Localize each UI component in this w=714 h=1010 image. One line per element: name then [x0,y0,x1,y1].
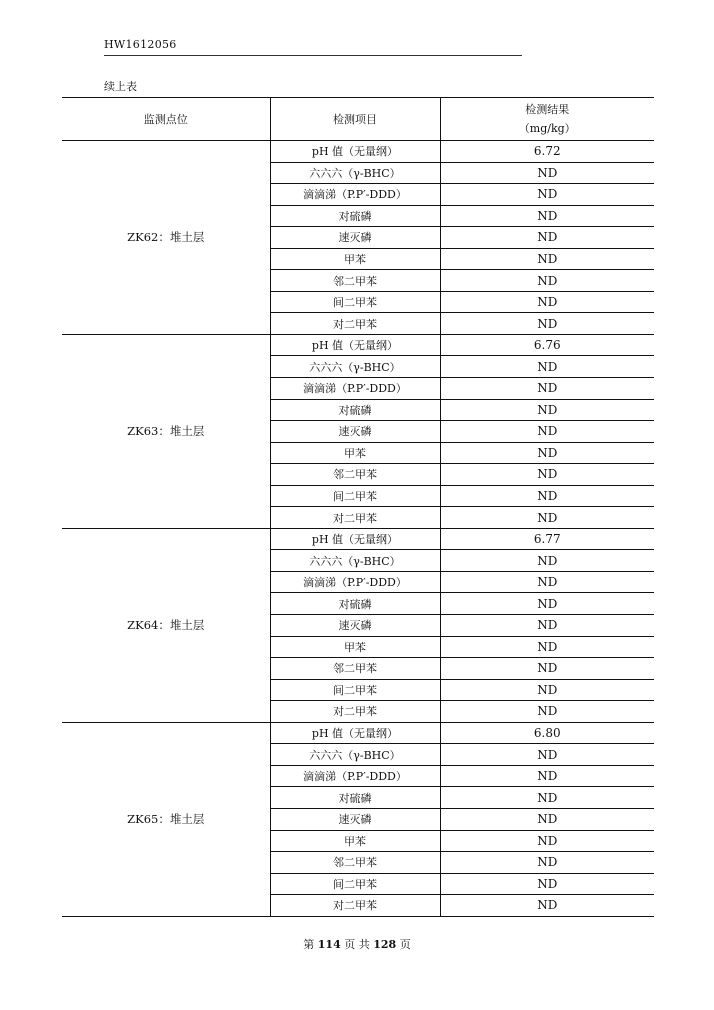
test-result-cell: 6.80 [440,722,654,744]
test-result-cell: ND [440,485,654,507]
test-result-cell: ND [440,571,654,593]
footer-suffix: 页 [399,938,411,951]
test-item-cell: 间二甲苯 [270,679,440,701]
test-result-cell: ND [440,248,654,270]
test-result-cell: ND [440,679,654,701]
test-item-cell: 六六六（γ-BHC） [270,744,440,766]
test-item-cell: 对二甲苯 [270,313,440,335]
test-item-cell: 间二甲苯 [270,291,440,313]
footer-total-pages: 128 [373,938,397,951]
test-item-cell: 速灭磷 [270,808,440,830]
test-item-cell: 邻二甲苯 [270,658,440,680]
test-item-cell: 邻二甲苯 [270,464,440,486]
test-result-cell: ND [440,615,654,637]
test-item-cell: 对二甲苯 [270,701,440,723]
test-result-cell: 6.76 [440,334,654,356]
test-result-cell: ND [440,464,654,486]
table-row [62,722,654,744]
page-footer [0,936,714,952]
test-item-cell: 甲苯 [270,442,440,464]
test-result-cell: ND [440,873,654,895]
test-result-cell: ND [440,593,654,615]
test-item-cell: 滴滴涕（P.P′-DDD） [270,765,440,787]
header-result-label: 检测结果 [525,103,570,116]
test-item-cell: 滴滴涕（P.P′-DDD） [270,378,440,400]
test-item-cell: 间二甲苯 [270,873,440,895]
continued-label: 续上表 [104,80,137,93]
monitoring-point-cell: ZK62：堆土层 [62,141,270,335]
test-item-cell: 六六六（γ-BHC） [270,162,440,184]
test-item-cell: 甲苯 [270,830,440,852]
table-row [62,141,654,163]
test-result-cell: ND [440,787,654,809]
monitoring-point-cell: ZK65：堆土层 [62,722,270,916]
test-item-cell: 甲苯 [270,248,440,270]
test-result-cell: ND [440,227,654,249]
header-test-item: 检测项目 [270,98,440,141]
table-row [62,334,654,356]
test-item-cell: 对二甲苯 [270,895,440,917]
test-result-cell: ND [440,895,654,917]
test-result-cell: ND [440,184,654,206]
test-result-cell: ND [440,636,654,658]
footer-middle: 页 共 [344,938,370,951]
table-row [62,528,654,550]
test-result-cell: 6.72 [440,141,654,163]
test-result-cell: ND [440,313,654,335]
test-result-cell: ND [440,830,654,852]
header-rule [104,55,522,56]
test-result-cell: ND [440,852,654,874]
test-item-cell: 对硫磷 [270,787,440,809]
test-item-cell: 滴滴涕（P.P′-DDD） [270,571,440,593]
test-result-cell: ND [440,270,654,292]
test-result-cell: ND [440,808,654,830]
document-id: HW1612056 [104,38,177,51]
test-item-cell: pH 值（无量纲） [270,722,440,744]
monitoring-point-cell: ZK64：堆土层 [62,528,270,722]
test-item-cell: pH 值（无量纲） [270,528,440,550]
footer-page-number: 114 [317,938,341,951]
test-result-cell: ND [440,442,654,464]
test-result-cell: 6.77 [440,528,654,550]
test-item-cell: 间二甲苯 [270,485,440,507]
test-item-cell: 速灭磷 [270,615,440,637]
test-item-cell: 六六六（γ-BHC） [270,356,440,378]
test-item-cell: 对二甲苯 [270,507,440,529]
test-item-cell: 速灭磷 [270,227,440,249]
test-item-cell: 甲苯 [270,636,440,658]
test-item-cell: 邻二甲苯 [270,270,440,292]
table-body [62,141,654,917]
test-item-cell: pH 值（无量纲） [270,334,440,356]
test-item-cell: 六六六（γ-BHC） [270,550,440,572]
test-item-cell: pH 值（无量纲） [270,141,440,163]
table-header-row [62,98,654,141]
test-result-cell: ND [440,765,654,787]
test-result-cell: ND [440,658,654,680]
test-item-cell: 速灭磷 [270,421,440,443]
test-result-cell: ND [440,701,654,723]
test-item-cell: 对硫磷 [270,593,440,615]
test-result-cell: ND [440,744,654,766]
footer-prefix: 第 [303,938,315,951]
test-result-cell: ND [440,356,654,378]
test-item-cell: 邻二甲苯 [270,852,440,874]
test-result-cell: ND [440,421,654,443]
test-item-cell: 对硫磷 [270,205,440,227]
test-result-cell: ND [440,399,654,421]
test-item-cell: 滴滴涕（P.P′-DDD） [270,184,440,206]
test-result-cell: ND [440,162,654,184]
results-table [62,97,654,917]
test-item-cell: 对硫磷 [270,399,440,421]
header-monitoring-point: 监测点位 [62,98,270,141]
test-result-cell: ND [440,205,654,227]
test-result-cell: ND [440,291,654,313]
test-result-cell: ND [440,378,654,400]
monitoring-point-cell: ZK63：堆土层 [62,334,270,528]
test-result-cell: ND [440,550,654,572]
header-test-result [440,98,654,141]
test-result-cell: ND [440,507,654,529]
header-result-unit: （mg/kg） [518,122,576,135]
